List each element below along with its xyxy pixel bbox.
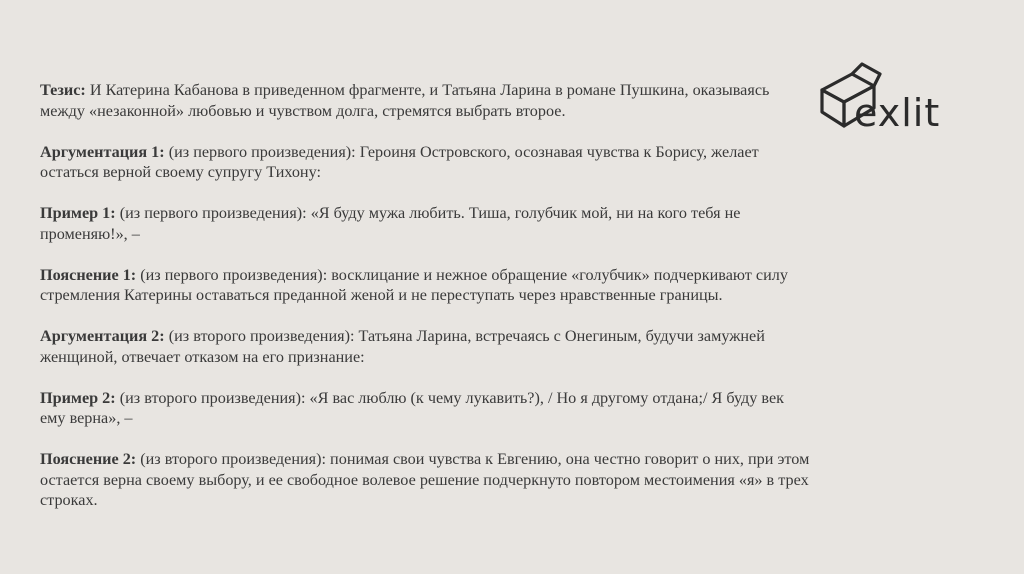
argument-2-text: (из второго произведения): Татьяна Ларина, встречаясь с Онегиным, будучи замужней женщиной, отвечает отказом на его признание: — [40, 327, 765, 366]
thesis-paragraph — [40, 80, 810, 121]
example-2-text: (из второго произведения): «Я вас люблю (к чему лукавить?), / Но я другому отдана;/ Я буду век ему верна», – — [40, 388, 784, 427]
argument-1-text: (из первого произведения): Героиня Островского, осознавая чувства к Борису, желает остаться верной своему супругу Тихону: — [40, 142, 759, 181]
slide-content — [40, 80, 810, 511]
exlit-logo — [814, 62, 954, 142]
explanation-1-paragraph — [40, 265, 810, 306]
example-2-label: Пример 2: — [40, 388, 116, 407]
explanation-1-text: (из первого произведения): восклицание и нежное обращение «голубчик» подчеркивают силу стремления Катерины оставаться преданной женой и не переступать через нравственные границы. — [40, 265, 788, 304]
argument-2-paragraph — [40, 326, 810, 367]
argument-1-label: Аргументация 1: — [40, 142, 165, 161]
explanation-1-label: Пояснение 1: — [40, 265, 137, 284]
explanation-2-text: (из второго произведения): понимая свои чувства к Евгению, она честно говорит о них, при этом остается верна своему выбору, и ее свободное волевое решение подчеркнуто повтором местоимения «я» в трех строках. — [40, 450, 810, 509]
explanation-2-paragraph — [40, 449, 810, 511]
example-1-paragraph — [40, 203, 810, 244]
explanation-2-label: Пояснение 2: — [40, 450, 137, 468]
thesis-label: Тезис: — [40, 81, 86, 99]
example-2-paragraph — [40, 388, 810, 429]
argument-2-label: Аргументация 2: — [40, 327, 165, 345]
example-1-text: (из первого произведения): «Я буду мужа любить. Тиша, голубчик мой, ни на кого тебя не променяю!», – — [40, 204, 741, 243]
thesis-text: И Катерина Кабанова в приведенном фрагменте, и Татьяна Ларина в романе Пушкина, оказываясь между «незаконной» любовью и чувством долга, стремятся выбрать второе. — [40, 81, 770, 120]
example-1-label: Пример 1: — [40, 204, 116, 222]
argument-1-paragraph — [40, 142, 810, 183]
logo-text: exlit — [854, 91, 941, 135]
box-icon — [814, 62, 954, 142]
